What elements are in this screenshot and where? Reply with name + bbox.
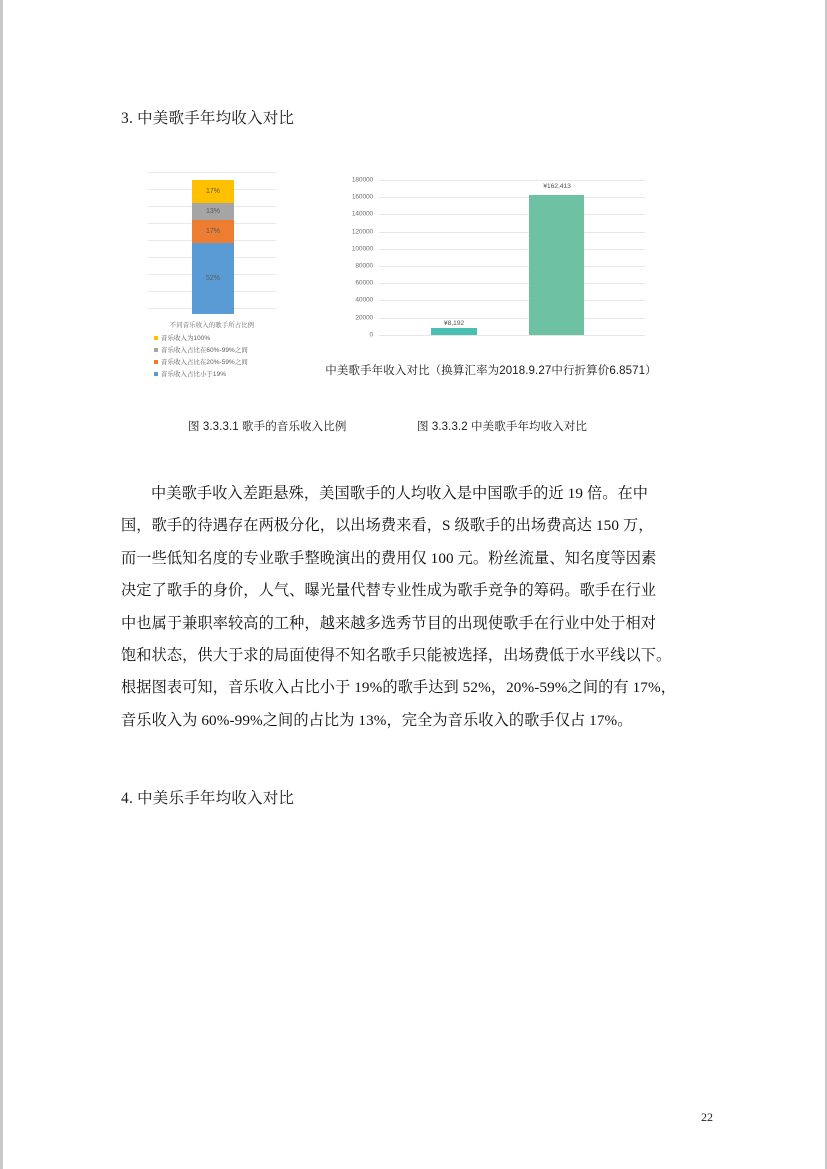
legend-label: 音乐收入占比在20%-59%之间 (161, 359, 248, 366)
y-tick-label: 20000 (355, 314, 373, 322)
stack-segment-100pct: 17% (192, 180, 234, 203)
gridline (148, 172, 276, 173)
bar-label-china: ¥8,192 (443, 320, 465, 327)
legend-swatch-icon (154, 360, 158, 364)
gridline (379, 283, 645, 284)
gridline (379, 232, 645, 233)
legend-swatch-icon (154, 336, 158, 340)
gridline (379, 249, 645, 250)
paragraph-line: 音乐收入为 60%-99%之间的占比为 13%，完全为音乐收入的歌手仅占 17%。 (121, 711, 633, 729)
paragraph-line: 中美歌手收入差距悬殊，美国歌手的人均收入是中国歌手的近 19 倍。在中 (151, 485, 649, 502)
section-heading-4: 4. 中美乐手年均收入对比 (121, 790, 295, 807)
stack-segment-20-59pct: 17% (192, 220, 234, 243)
chart-left-plot (148, 172, 276, 314)
section-heading-3: 3. 中美歌手年均收入对比 (121, 110, 295, 127)
y-tick-label: 80000 (355, 262, 373, 270)
bar-china-singer (431, 328, 477, 335)
legend-label: 音乐收入占比在60%-99%之间 (161, 347, 248, 354)
bar-label-us: ¥162,413 (543, 183, 571, 190)
figure-caption-2: 图 3.3.3.2 中美歌手年均收入对比 (417, 421, 588, 433)
chart-right-plot (379, 180, 645, 335)
y-tick-label: 140000 (351, 210, 373, 218)
figures-block (121, 168, 713, 408)
paragraph-line: 根据图表可知，音乐收入占比小于 19%的歌手达到 52%，20%-59%之间的有 17%， (121, 679, 677, 697)
legend-item-100pct (154, 333, 276, 342)
y-tick-label: 120000 (351, 228, 373, 236)
figure-caption-1: 图 3.3.3.1 歌手的音乐收入比例 (188, 421, 347, 433)
chart-left-legend (148, 320, 276, 381)
bar-us-singer (529, 195, 584, 335)
chart-left-title: 不同音乐收入的歌手所占比例 (169, 322, 255, 329)
legend-label: 音乐收入占比小于19% (161, 371, 227, 378)
page-content (121, 0, 713, 1169)
gridline (379, 197, 645, 198)
y-tick-label: 40000 (355, 296, 373, 304)
y-tick-label: 60000 (355, 279, 373, 287)
figure-captions-row (121, 418, 713, 438)
paragraph-line: 决定了歌手的身价，人气、曝光量代替专业性成为歌手竞争的筹码。歌手在行业 (121, 582, 657, 600)
chart-right-caption: 中美歌手年收入对比（换算汇率为2018.9.27中行折算价6.8571） (325, 365, 657, 377)
y-tick-label: 180000 (351, 176, 373, 184)
legend-label: 音乐收入为100% (161, 335, 211, 342)
y-tick-label: 100000 (351, 245, 373, 253)
chart-annual-income-comparison (333, 174, 697, 352)
paragraph-line: 而一些低知名度的专业歌手整晚演出的费用仅 100 元。粉丝流量、知名度等因素 (121, 549, 657, 567)
y-tick-label: 0 (369, 331, 373, 339)
gridline (379, 266, 645, 267)
chart-stacked-income-share (148, 168, 276, 318)
chart-right-y-axis (333, 176, 377, 339)
paragraph-line: 饱和状态，供大于求的局面使得不知名歌手只能被选择，出场费低于水平线以下。 (121, 647, 672, 665)
page-number: 22 (701, 1110, 713, 1124)
stack-segment-60-99pct: 13% (192, 203, 234, 220)
gridline (379, 214, 645, 215)
body-paragraph (121, 478, 713, 737)
paragraph-line: 中也属于兼职率较高的工种，越来越多选秀节目的出现使歌手在行业中处于相对 (121, 614, 657, 632)
legend-item-under-19pct (154, 369, 276, 378)
legend-item-20-59pct (154, 357, 276, 366)
legend-item-60-99pct (154, 345, 276, 354)
gridline (379, 300, 645, 301)
stacked-bar (192, 180, 234, 314)
paragraph-line: 国，歌手的待遇存在两极分化，以出场费来看，S 级歌手的出场费高达 150 万， (121, 517, 654, 535)
legend-swatch-icon (154, 372, 158, 376)
stack-segment-under-19pct: 52% (192, 243, 234, 314)
y-tick-label: 160000 (351, 193, 373, 201)
gridline (379, 318, 645, 319)
legend-swatch-icon (154, 348, 158, 352)
gridline (379, 180, 645, 181)
gridline (379, 335, 645, 336)
